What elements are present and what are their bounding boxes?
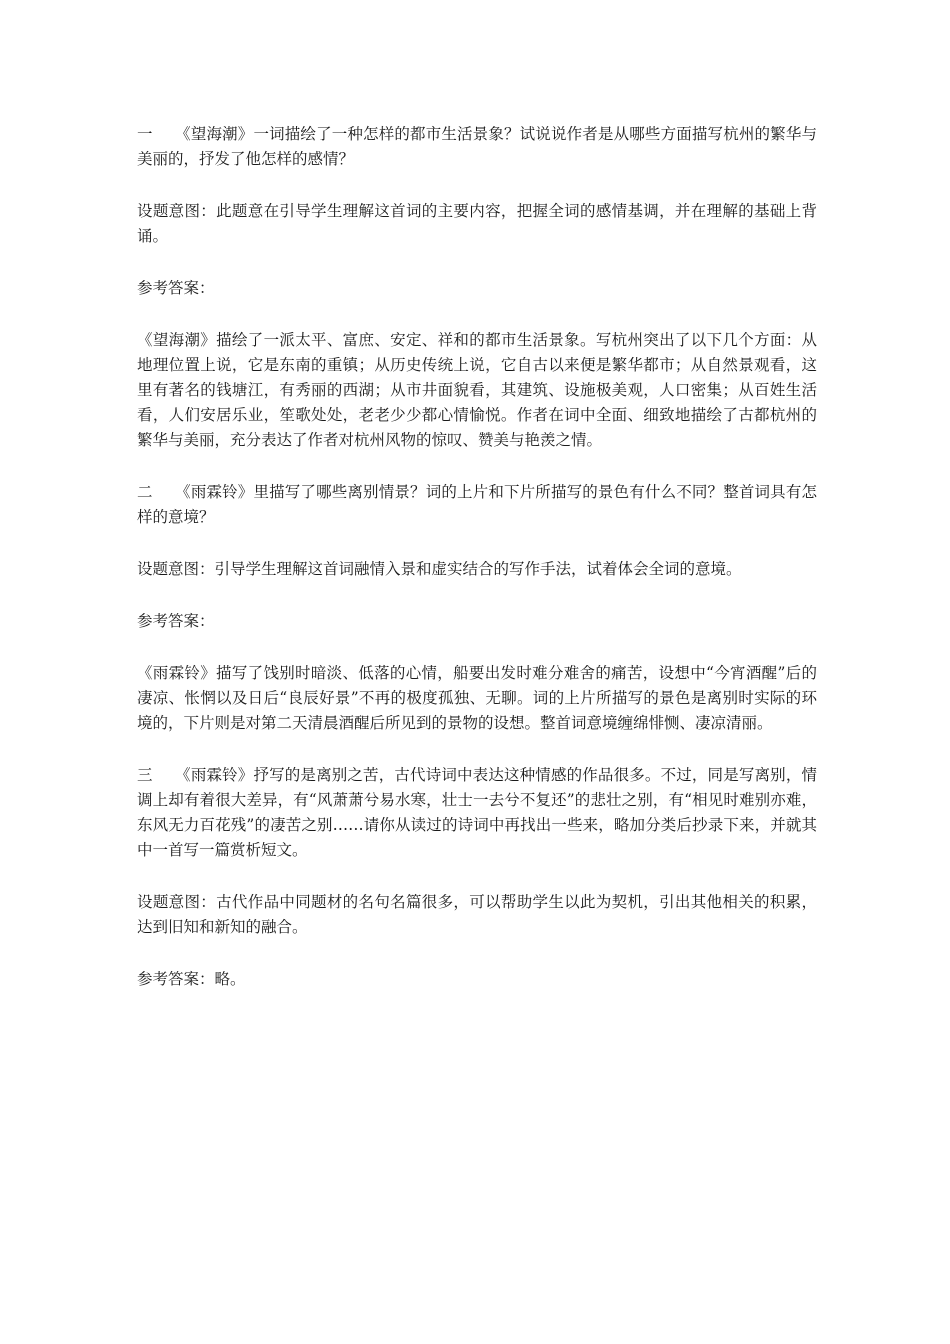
question-3	[137, 763, 817, 863]
answer-1: 《望海潮》描绘了一派太平、富庶、安定、祥和的都市生活景象。写杭州突出了以下几个方面：从地理位置上说，它是东南的重镇；从历史传统上说，它自古以来便是繁华都市；从自然景观看，这里有著名的钱塘江，有秀丽的西湖；从市井面貌看，其建筑、设施极美观，人口密集；从百姓生活看，人们安居乐业，笙歌处处，老老少少都心情愉悦。作者在词中全面、细致地描绘了古都杭州的繁华与美丽，充分表达了作者对杭州风物的惊叹、赞美与艳羡之情。	[137, 331, 817, 449]
question-number: 一	[137, 125, 153, 143]
question-text: 《雨霖铃》抒写的是离别之苦，古代诗词中表达这种情感的作品很多。不过，同是写离别，情调上却有着很大差异，有“风萧萧兮易水寒，壮士一去兮不复还”的悲壮之别，有“相见时难别亦难，东风无力百花残”的凄苦之别……请你从读过的诗词中再找出一些来，略加分类后抄录下来，并就其中一首写一篇赏析短文。	[137, 766, 817, 859]
intent-1: 设题意图：此题意在引导学生理解这首词的主要内容，把握全词的感情基调，并在理解的基础上背诵。	[137, 202, 817, 245]
intent-3: 设题意图：古代作品中同题材的名句名篇很多，可以帮助学生以此为契机，引出其他相关的积累，达到旧知和新知的融合。	[137, 893, 817, 936]
question-text: 《雨霖铃》里描写了哪些离别情景？词的上片和下片所描写的景色有什么不同？整首词具有怎样的意境？	[137, 483, 817, 526]
question-number: 三	[137, 766, 153, 784]
document-page	[137, 122, 817, 1019]
answer-2: 《雨霖铃》描写了饯别时暗淡、低落的心情，船要出发时难分难舍的痛苦，设想中“今宵酒醒”后的凄凉、怅惘以及日后“良辰好景”不再的极度孤独、无聊。词的上片所描写的景色是离别时实际的环境的，下片则是对第二天清晨酒醒后所见到的景物的设想。整首词意境缠绵悱恻、凄凉清丽。	[137, 664, 817, 732]
answer-label-2: 参考答案：	[137, 612, 215, 630]
answer-label-3: 参考答案：略。	[137, 970, 246, 988]
question-2	[137, 480, 817, 530]
answer-label-1: 参考答案：	[137, 279, 215, 297]
question-number: 二	[137, 483, 153, 501]
question-text: 《望海潮》一词描绘了一种怎样的都市生活景象？试说说作者是从哪些方面描写杭州的繁华与美丽的，抒发了他怎样的感情？	[137, 125, 817, 168]
intent-2: 设题意图：引导学生理解这首词融情入景和虚实结合的写作手法，试着体会全词的意境。	[137, 560, 742, 578]
question-1	[137, 122, 817, 172]
